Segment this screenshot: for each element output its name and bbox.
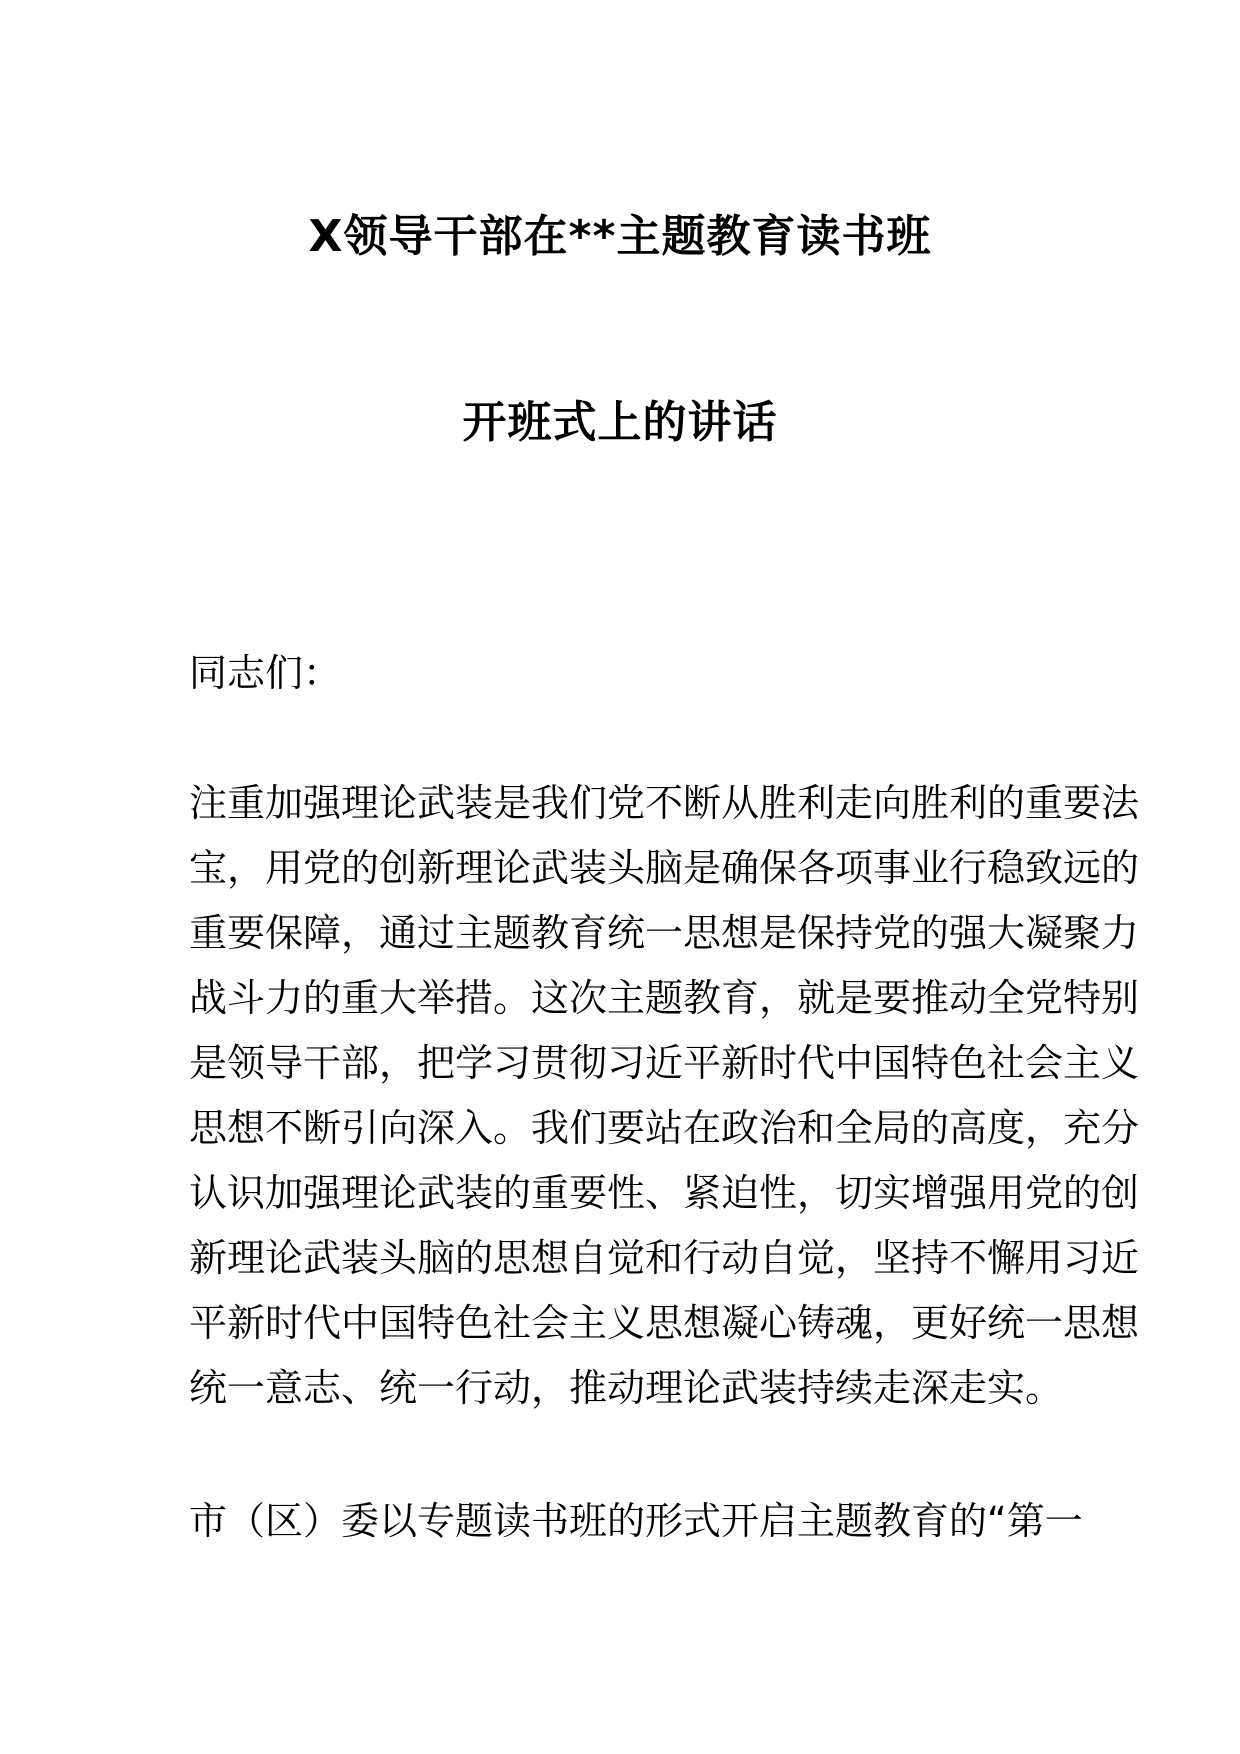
document-title-line-1: X领导干部在**主题教育读书班: [308, 211, 932, 262]
paragraph-line: 是领导干部，把学习贯彻习近平新时代中国特色社会主义: [189, 1041, 1140, 1085]
paragraph-line: 市（区）委以专题读书班的形式开启主题教育的“第一: [189, 1499, 1083, 1543]
paragraph-line: 统一意志、统一行动，推动理论武装持续走深走实。: [189, 1366, 1064, 1410]
document-title-line-2: 开班式上的讲话: [462, 397, 778, 448]
paragraph-line: 新理论武装头脑的思想自觉和行动自觉，坚持不懈用习近: [189, 1236, 1140, 1280]
paragraph-line: 战斗力的重大举措。这次主题教育，就是要推动全党特别: [189, 976, 1140, 1020]
greeting-text: 同志们：: [189, 651, 342, 695]
paragraph-line: 思想不断引向深入。我们要站在政治和全局的高度，充分: [189, 1106, 1140, 1150]
paragraph-line: 注重加强理论武装是我们党不断从胜利走向胜利的重要法: [189, 781, 1140, 825]
paragraph-1: [189, 771, 1140, 1421]
paragraph-line: 认识加强理论武装的重要性、紧迫性，切实增强用党的创: [189, 1171, 1140, 1215]
paragraph-2: [189, 1489, 1083, 1554]
paragraph-line: 平新时代中国特色社会主义思想凝心铸魂，更好统一思想: [189, 1301, 1140, 1345]
paragraph-line: 重要保障，通过主题教育统一思想是保持党的强大凝聚力: [189, 911, 1140, 955]
paragraph-line: 宝，用党的创新理论武装头脑是确保各项事业行稳致远的: [189, 846, 1140, 890]
greeting: [189, 641, 1069, 706]
